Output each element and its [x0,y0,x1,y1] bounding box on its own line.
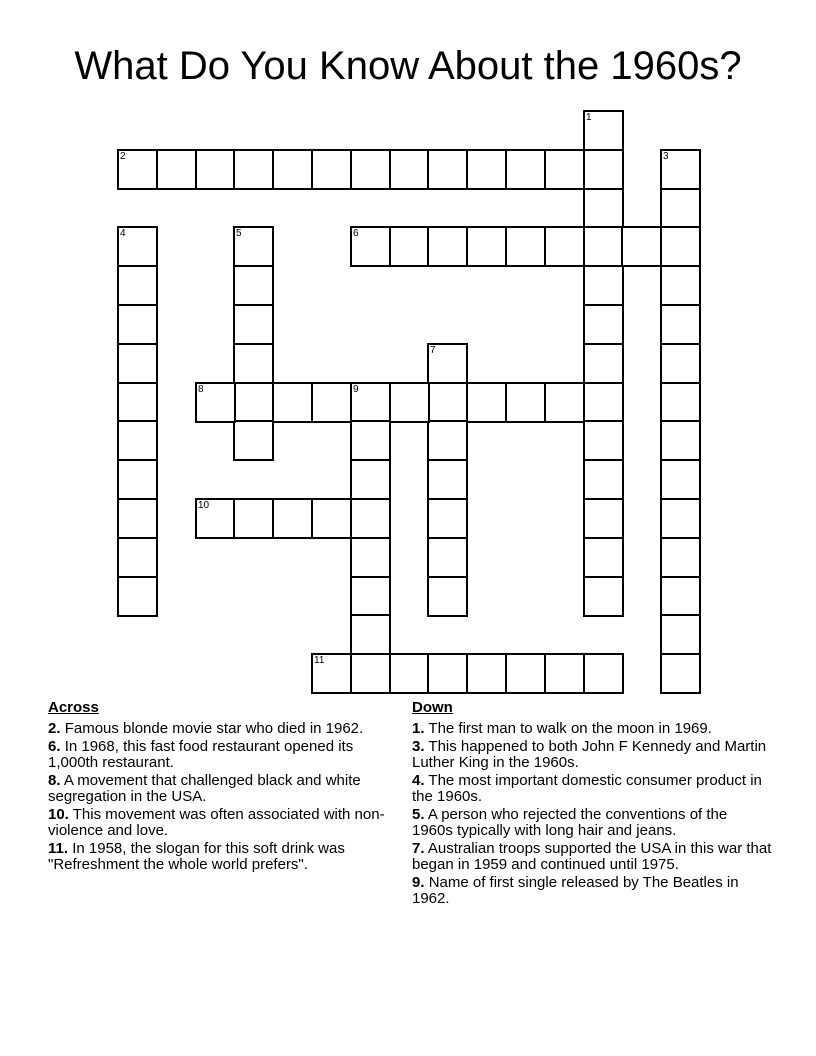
clue-number: 6 [353,228,359,239]
grid-cell[interactable] [466,226,507,267]
grid-cell[interactable] [505,382,546,423]
grid-cell[interactable] [660,265,701,306]
grid-cell[interactable] [350,459,391,500]
grid-cell[interactable] [117,226,158,267]
grid-cell[interactable] [583,576,624,617]
clue-number: 10 [198,500,210,511]
grid-cell[interactable] [117,265,158,306]
grid-cell[interactable] [117,576,158,617]
across-clue-8: 8. A movement that challenged black and white segregation in the USA. [48,772,361,805]
across-clue-2: 2. Famous blonde movie star who died in 1962. [48,720,364,737]
down-heading: Down [412,699,453,716]
clue-number: 3 [663,151,669,162]
grid-cell[interactable] [544,226,585,267]
grid-cell[interactable] [427,149,468,190]
clue-number: 1 [586,112,592,123]
grid-cell[interactable] [583,459,624,500]
grid-cell[interactable] [583,188,624,229]
grid-cell[interactable] [117,537,158,578]
across-clue-10: 10. This movement was often associated with non-violence and love. [48,806,385,839]
grid-cell[interactable] [583,265,624,306]
grid-cell[interactable] [195,149,236,190]
grid-cell[interactable] [195,382,236,423]
puzzle-title: What Do You Know About the 1960s? [74,44,742,88]
grid-cell[interactable] [389,382,430,423]
grid-cell[interactable] [311,653,352,694]
across-clue-11: 11. In 1958, the slogan for this soft drink was "Refreshment the whole world prefers". [48,840,345,873]
grid-cell[interactable] [350,420,391,461]
grid-cell[interactable] [117,343,158,384]
down-clue-4: 4. The most important domestic consumer product in the 1960s. [412,772,762,805]
grid-cell[interactable] [272,382,313,423]
grid-cell[interactable] [583,343,624,384]
grid-cell[interactable] [660,420,701,461]
grid-cell[interactable] [233,149,274,190]
grid-cell[interactable] [466,382,507,423]
grid-cell[interactable] [311,498,352,539]
down-clue-7: 7. Australian troops supported the USA in this war that began in 1959 and continued until 1975. [412,840,772,873]
grid-cell[interactable] [117,382,158,423]
grid-cell[interactable] [233,304,274,345]
grid-cell[interactable] [117,459,158,500]
grid-cell[interactable] [466,653,507,694]
grid-cell[interactable] [505,149,546,190]
grid-cell[interactable] [660,382,701,423]
grid-cell[interactable] [233,265,274,306]
grid-cell[interactable] [350,226,391,267]
grid-cell[interactable] [660,459,701,500]
clue-number: 11 [314,655,325,666]
across-clue-6: 6. In 1968, this fast food restaurant opened its 1,000th restaurant. [48,738,354,771]
grid-cell[interactable] [350,382,391,423]
grid-cell[interactable] [350,498,391,539]
down-clue-3: 3. This happened to both John F Kennedy and Martin Luther King in the 1960s. [412,738,767,771]
grid-cell[interactable] [117,498,158,539]
grid-cell[interactable] [505,653,546,694]
grid-cell[interactable] [233,343,274,384]
grid-cell[interactable] [583,420,624,461]
grid-cell[interactable] [427,653,468,694]
down-clues [412,700,772,909]
across-clues [48,700,393,875]
grid-cell[interactable] [583,498,624,539]
grid-cell[interactable] [660,188,701,229]
grid-cell[interactable] [621,226,662,267]
grid-cell[interactable] [117,304,158,345]
clue-number: 7 [430,345,436,356]
grid-cell[interactable] [117,149,158,190]
grid-cell[interactable] [272,149,313,190]
grid-cell[interactable] [350,614,391,655]
grid-cell[interactable] [427,498,468,539]
clue-number: 8 [198,384,204,395]
grid-cell[interactable] [505,226,546,267]
across-heading: Across [48,699,99,716]
grid-cell[interactable] [660,343,701,384]
grid-cell[interactable] [544,382,585,423]
grid-cell[interactable] [660,498,701,539]
grid-cell[interactable] [466,149,507,190]
grid-cell[interactable] [233,226,274,267]
grid-cell[interactable] [660,576,701,617]
grid-cell[interactable] [583,226,624,267]
grid-cell[interactable] [233,420,274,461]
clue-number: 9 [353,384,359,395]
grid-cell[interactable] [427,459,468,500]
grid-cell[interactable] [427,343,468,384]
grid-cell[interactable] [427,537,468,578]
down-clue-1: 1. The first man to walk on the moon in 1969. [412,720,712,737]
grid-cell[interactable] [544,149,585,190]
clue-number: 2 [120,151,126,162]
grid-cell[interactable] [427,420,468,461]
clue-number: 5 [236,228,242,239]
grid-cell[interactable] [660,537,701,578]
grid-cell[interactable] [389,653,430,694]
grid-cell[interactable] [583,110,624,151]
grid-cell[interactable] [156,149,197,190]
grid-cell[interactable] [117,420,158,461]
grid-cell[interactable] [660,304,701,345]
grid-cell[interactable] [583,537,624,578]
clue-number: 4 [120,228,126,239]
grid-cell[interactable] [233,382,274,423]
grid-cell[interactable] [350,653,391,694]
grid-cell[interactable] [660,614,701,655]
down-clue-5: 5. A person who rejected the conventions of the 1960s typically with long hair and jeans. [412,806,728,839]
grid-cell[interactable] [389,226,430,267]
grid-cell[interactable] [195,498,236,539]
down-clue-9: 9. Name of first single released by The Beatles in 1962. [412,874,739,907]
grid-cell[interactable] [583,149,624,190]
grid-cell[interactable] [427,226,468,267]
grid-cell[interactable] [350,149,391,190]
grid-cell[interactable] [427,382,468,423]
grid-cell[interactable] [660,226,701,267]
grid-cell[interactable] [311,149,352,190]
grid-cell[interactable] [660,653,701,694]
grid-cell[interactable] [311,382,352,423]
grid-cell[interactable] [544,653,585,694]
grid-cell[interactable] [350,537,391,578]
grid-cell[interactable] [583,304,624,345]
grid-cell[interactable] [233,498,274,539]
grid-cell[interactable] [272,498,313,539]
grid-cell[interactable] [583,653,624,694]
grid-cell[interactable] [427,576,468,617]
grid-cell[interactable] [350,576,391,617]
grid-cell[interactable] [389,149,430,190]
grid-cell[interactable] [660,149,701,190]
grid-cell[interactable] [583,382,624,423]
